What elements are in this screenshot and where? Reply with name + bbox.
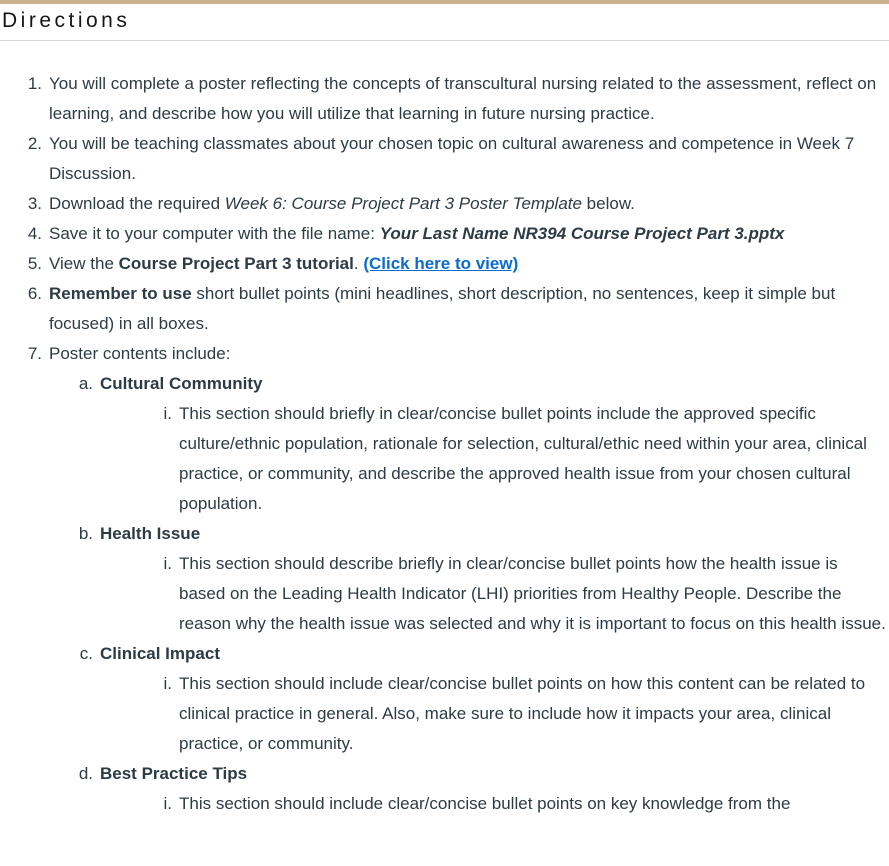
list-item-marker: 1.: [27, 74, 42, 94]
text-segment: This section should include clear/concise bullet points on how this content can be related to clinical practice in general. Also, make sure to include how it impacts your area, clinical practice, or community.: [179, 674, 866, 754]
list-item-marker: a.: [78, 374, 93, 394]
list-item-text: [49, 339, 886, 819]
list-item: [0, 339, 886, 819]
list-item: [0, 129, 886, 189]
list-item-marker: d.: [78, 764, 93, 784]
text-segment: below.: [581, 194, 635, 214]
list-item: [49, 759, 886, 819]
text-segment: Save it to your computer with the file name:: [49, 224, 380, 244]
click-here-to-view-link[interactable]: (Click here to view): [363, 254, 519, 274]
list-item-row: [100, 399, 886, 519]
text-segment: Your Last Name NR394 Course Project Part 3.pptx: [379, 224, 785, 244]
list-item: [0, 249, 886, 279]
list-item-marker: 7.: [27, 344, 42, 364]
text-segment: short bullet points (mini headlines, short description, no sentences, keep it simple but focused) in all boxes.: [49, 284, 836, 334]
list-item-marker: i.: [163, 674, 172, 694]
list-item-text: [179, 789, 886, 819]
list-item: [100, 399, 886, 519]
list-item-marker: i.: [163, 554, 172, 574]
list-item-text: [179, 549, 886, 639]
list-item-row: [0, 249, 886, 279]
list-item-row: [0, 279, 886, 339]
list-item-text: [179, 669, 886, 759]
directions-list-level-2: [100, 399, 886, 519]
list-item-row: [49, 369, 886, 519]
list-item-row: [49, 639, 886, 759]
text-segment: Week 6: Course Project Part 3 Poster Template: [224, 194, 582, 214]
text-segment: You will complete a poster reflecting the concepts of transcultural nursing related to the assessment, reflect on learning, and describe how you will utilize that learning in future nursing practice.: [49, 74, 877, 124]
list-item: [49, 639, 886, 759]
list-item-text: [179, 399, 886, 519]
list-item-marker: b.: [78, 524, 93, 544]
list-item-text: [49, 219, 886, 249]
list-item-marker: 5.: [27, 254, 42, 274]
text-segment: Poster contents include:: [49, 344, 231, 364]
list-item-text: [49, 129, 886, 189]
list-item-marker: 4.: [27, 224, 42, 244]
text-segment: This section should describe briefly in clear/concise bullet points how the health issue is based on the Leading Health Indicator (LHI) priorities from Healthy People. Describe the reason why the health issue was selected and why it is important to focus on this health issue.: [179, 554, 886, 634]
text-segment: Cultural Community: [100, 374, 263, 394]
title-divider: [0, 40, 889, 41]
list-item-marker: i.: [163, 794, 172, 814]
list-item-row: [0, 339, 886, 819]
directions-list-level-2: [100, 789, 886, 819]
directions-list-level-2: [100, 669, 886, 759]
page-top-accent-bar: [0, 0, 889, 4]
list-item: [49, 369, 886, 519]
list-item-row: [100, 789, 886, 819]
text-segment: Remember to use: [49, 284, 192, 304]
list-item-marker: c.: [79, 644, 93, 664]
list-item-marker: i.: [163, 404, 172, 424]
directions-list-container: [0, 69, 889, 819]
list-item-row: [0, 219, 886, 249]
list-item-marker: 6.: [27, 284, 42, 304]
text-segment: View the: [49, 254, 119, 274]
list-item-row: [49, 519, 886, 639]
list-item-row: [0, 129, 886, 189]
text-segment: Best Practice Tips: [100, 764, 248, 784]
list-item-row: [49, 759, 886, 819]
list-item-row: [0, 69, 886, 129]
list-item-text: [49, 189, 886, 219]
list-item-marker: 2.: [27, 134, 42, 154]
list-item-text: [49, 279, 886, 339]
list-item-row: [100, 669, 886, 759]
text-segment: You will be teaching classmates about your chosen topic on cultural awareness and competence in Week 7 Discussion.: [49, 134, 855, 184]
list-item: [0, 69, 886, 129]
list-item-text: [49, 249, 886, 279]
page-title: Directions: [2, 9, 131, 32]
list-item: [100, 789, 886, 819]
list-item-text: [100, 369, 886, 519]
list-item-text: [100, 759, 886, 819]
text-segment: This section should include clear/concise bullet points on key knowledge from the: [179, 794, 791, 814]
list-item-marker: 3.: [27, 194, 42, 214]
list-item-row: [0, 189, 886, 219]
directions-list-level-2: [100, 549, 886, 639]
list-item: [100, 669, 886, 759]
list-item: [0, 279, 886, 339]
list-item-text: [49, 69, 886, 129]
directions-list-level-1: [49, 369, 886, 819]
list-item: [49, 519, 886, 639]
text-segment: Course Project Part 3 tutorial: [118, 254, 354, 274]
text-segment: This section should briefly in clear/concise bullet points include the approved specific culture/ethnic population, rationale for selection, cultural/ethic need within your area, clinical practice, or community, and describe the approved health issue from your chosen cultural population.: [179, 404, 867, 514]
list-item: [100, 549, 886, 639]
text-segment: Clinical Impact: [100, 644, 220, 664]
text-segment: Health Issue: [100, 524, 201, 544]
text-segment: .: [353, 254, 364, 274]
directions-list-level-0: [0, 69, 886, 819]
list-item-row: [100, 549, 886, 639]
list-item: [0, 219, 886, 249]
list-item-text: [100, 639, 886, 759]
list-item: [0, 189, 886, 219]
list-item-text: [100, 519, 886, 639]
text-segment: Download the required: [49, 194, 225, 214]
